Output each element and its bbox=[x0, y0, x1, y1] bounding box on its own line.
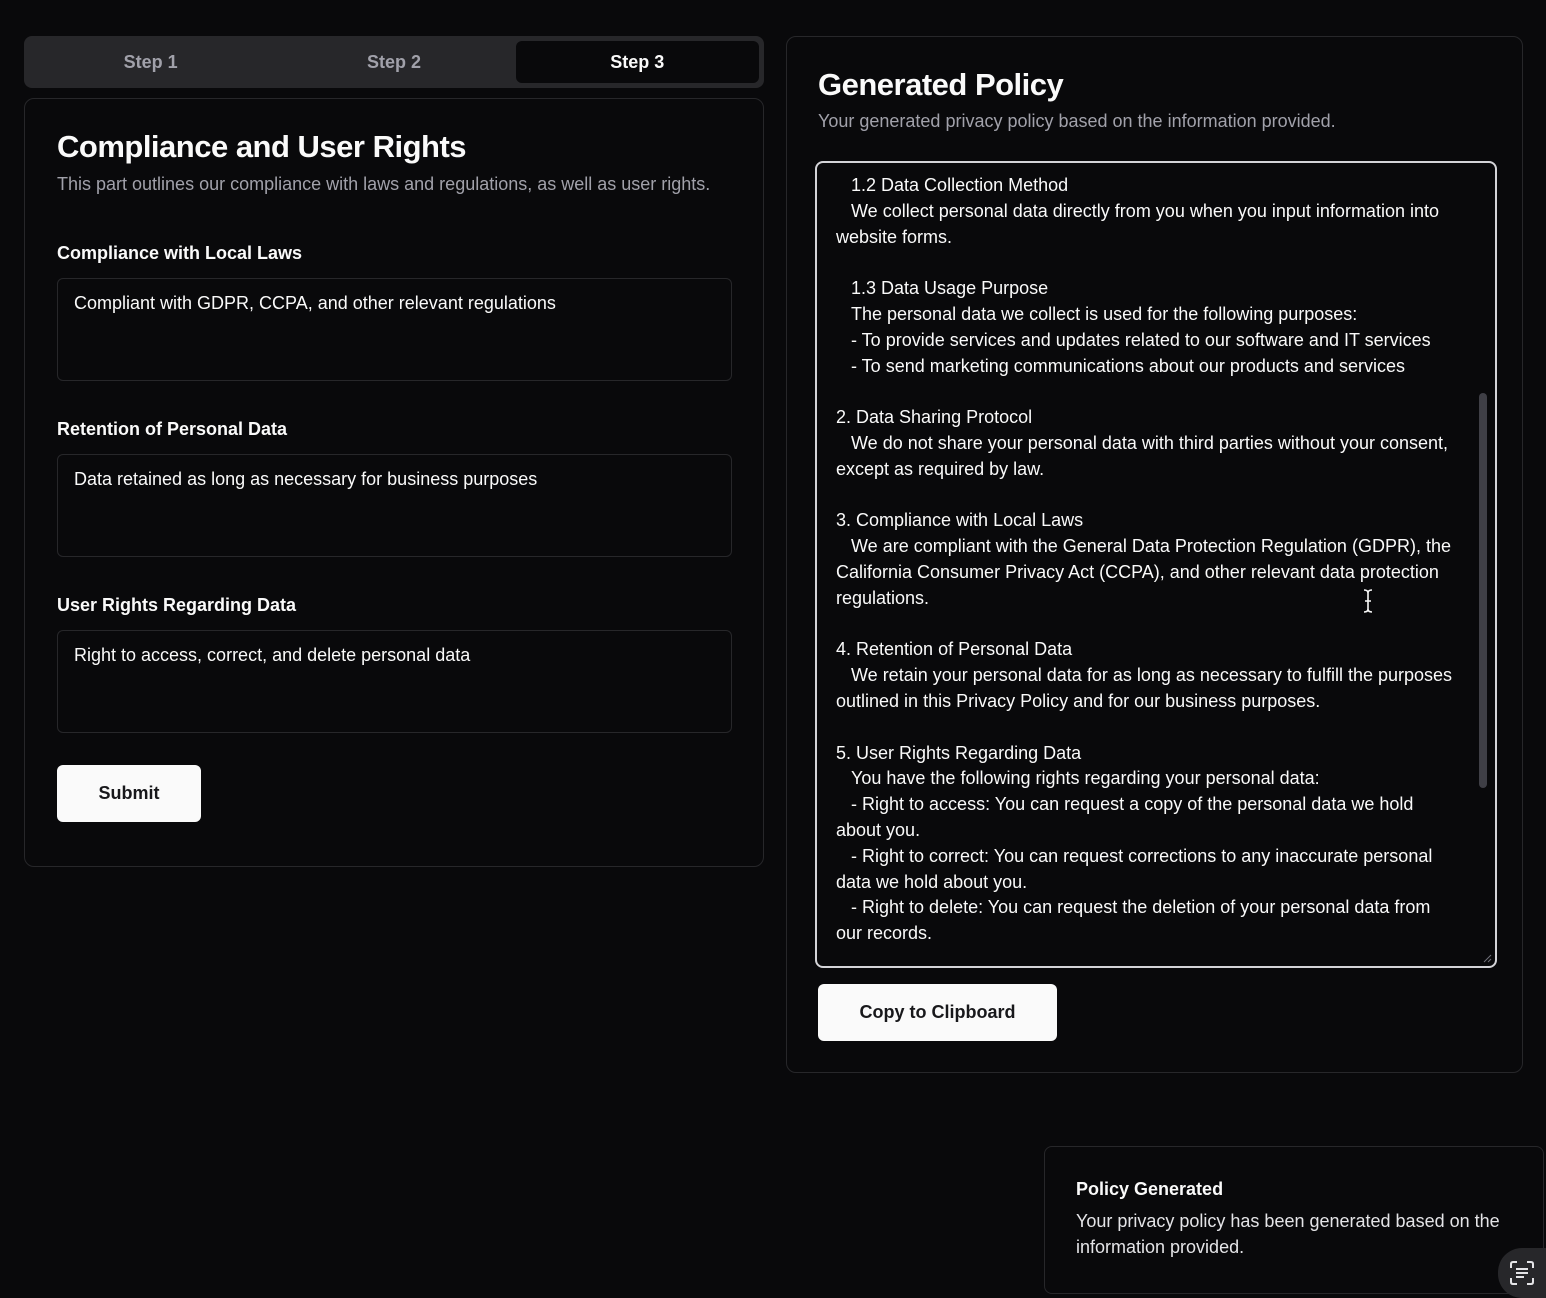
submit-button[interactable]: Submit bbox=[57, 765, 201, 822]
compliance-label: Compliance with Local Laws bbox=[57, 243, 303, 263]
retention-textarea[interactable]: Data retained as long as necessary for business purposes bbox=[57, 454, 732, 557]
user-rights-label: User Rights Regarding Data bbox=[57, 595, 297, 615]
policy-scrollbar[interactable] bbox=[1479, 393, 1487, 788]
tab-step-2[interactable]: Step 2 bbox=[366, 51, 421, 72]
policy-description: Your generated privacy policy based on the information provided. bbox=[818, 111, 1336, 131]
policy-title: Generated Policy bbox=[818, 67, 1064, 102]
generated-policy-card bbox=[786, 36, 1523, 1073]
toast-description: Your privacy policy has been generated based on the information provided. bbox=[1076, 1211, 1500, 1257]
scan-button[interactable] bbox=[1498, 1248, 1546, 1298]
compliance-textarea[interactable]: Compliant with GDPR, CCPA, and other relevant regulations bbox=[57, 278, 732, 381]
step-tabs bbox=[24, 36, 764, 88]
user-rights-textarea[interactable]: Right to access, correct, and delete personal data bbox=[57, 630, 732, 733]
form-description: This part outlines our compliance with laws and regulations, as well as user rights. bbox=[57, 174, 711, 194]
text-cursor-icon bbox=[1361, 588, 1375, 614]
policy-text: 1.2 Data Collection Method We collect personal data directly from you when you input information into website forms. 1.3 Data Usage Purpose The personal data we collect is used for the following purposes: - To provide services and updates related to our software and IT services - To send marketing communications about our products and services 2. Data Sharing Protocol We do not share your personal data with third parties without your consent, except as required by law. 3. Compliance with Local Laws We are compliant with the General Data Protection Regulation (GDPR), the California Consumer Privacy Act (CCPA), and other relevant data protection regulations. 4. Retention of Personal Data We retain your personal data for as long as necessary to fulfill the purposes outlined in this Privacy Policy and for our business purposes. 5. User Rights Regarding Data You have the following rights regarding your personal data: - Right to access: You can request a copy of the personal data we hold about you. - Right to correct: You can request corrections to any inaccurate personal data we hold about you. - Right to delete: You can request the deletion of your personal data from our records. bbox=[836, 175, 1453, 944]
copy-to-clipboard-button[interactable]: Copy to Clipboard bbox=[818, 984, 1057, 1041]
tab-step-3[interactable]: Step 3 bbox=[516, 41, 759, 83]
toast-notification bbox=[1044, 1146, 1544, 1294]
policy-textarea[interactable] bbox=[815, 161, 1497, 968]
toast-title: Policy Generated bbox=[1076, 1179, 1224, 1199]
scan-text-icon bbox=[1509, 1260, 1535, 1286]
resize-handle-icon[interactable] bbox=[1482, 953, 1492, 963]
retention-label: Retention of Personal Data bbox=[57, 419, 288, 439]
tab-step-1[interactable]: Step 1 bbox=[123, 51, 178, 72]
form-title: Compliance and User Rights bbox=[57, 129, 467, 164]
compliance-form-card bbox=[24, 98, 764, 867]
